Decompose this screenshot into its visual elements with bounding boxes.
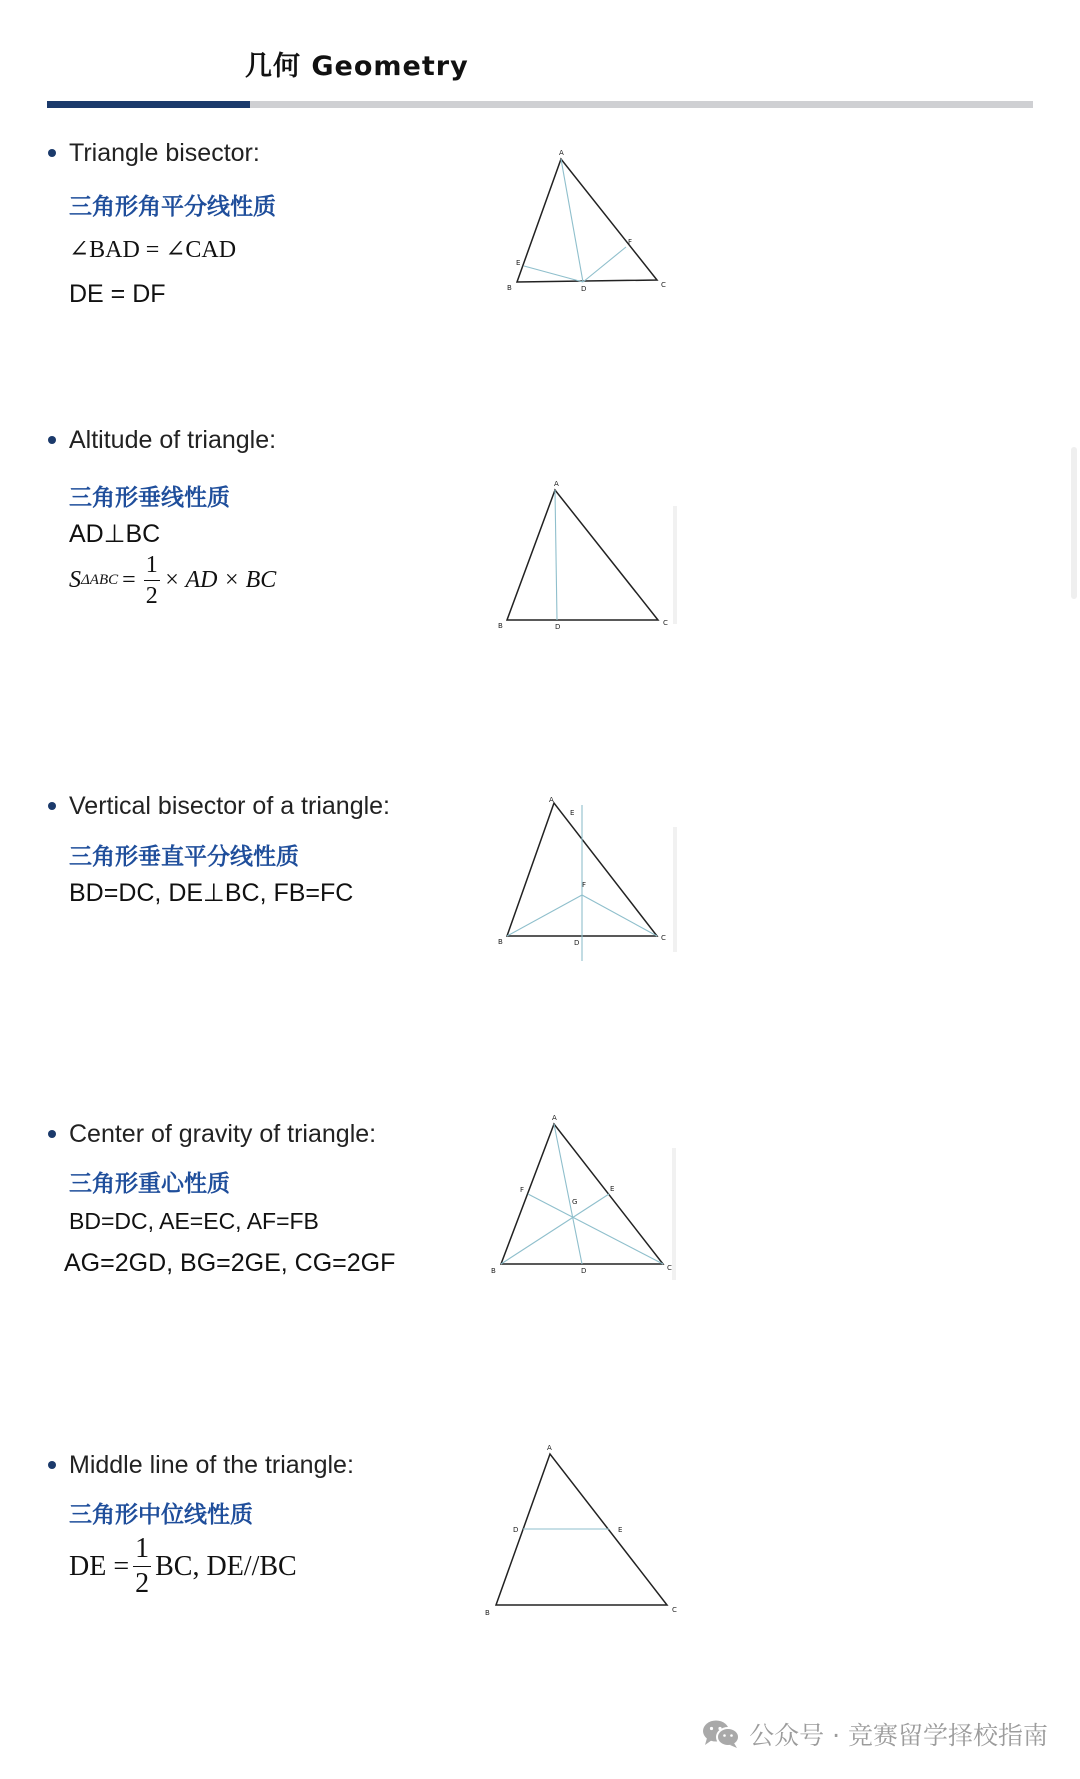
bullet: [48, 436, 56, 444]
altitude-ad: [555, 490, 557, 620]
formula-perpendicular: AD⊥BC: [69, 520, 161, 548]
label-d: D: [581, 285, 587, 293]
label-c: C: [663, 619, 668, 627]
diagram-midline: [484, 1440, 684, 1620]
label-f: F: [628, 238, 633, 246]
bullet: [48, 1130, 56, 1138]
formula-angle: ∠BAD = ∠CAD: [69, 237, 237, 263]
triangle-abc: [517, 159, 657, 282]
page-title: 几何 Geometry: [245, 51, 469, 82]
triangle-abc: [507, 490, 658, 620]
formula-midline: [69, 1535, 297, 1598]
diagram-centroid: [490, 1110, 680, 1290]
median-be: [501, 1194, 609, 1264]
label-b: B: [507, 284, 512, 292]
median-ad: [554, 1124, 582, 1264]
scan-shade: [673, 506, 677, 624]
bullet: [48, 149, 56, 157]
area-symbol: S: [69, 567, 81, 593]
title-divider-accent: [47, 101, 250, 108]
label-d: D: [574, 939, 580, 947]
section-heading: Vertical bisector of a triangle:: [69, 792, 390, 820]
diagram-angle-bisector: [500, 145, 680, 295]
label-c: C: [661, 934, 666, 942]
label-g: G: [572, 1198, 578, 1206]
diagram-perpendicular-bisector: [495, 795, 680, 965]
triangle-abc: [501, 1124, 663, 1264]
label-f: F: [520, 1186, 525, 1194]
section-subtitle-cn: 三角形垂线性质: [69, 485, 230, 511]
segment-fb: [507, 895, 582, 936]
fraction-half: [133, 1535, 151, 1598]
bullet: [48, 802, 56, 810]
label-c: C: [672, 1606, 677, 1614]
label-e: E: [610, 1185, 615, 1193]
fraction-half: [144, 553, 160, 608]
footer-watermark: [701, 1716, 1048, 1752]
median-cf: [528, 1194, 663, 1264]
section-subtitle-cn: 三角形重心性质: [69, 1171, 230, 1197]
segment-fc: [582, 895, 657, 936]
fraction-denominator: 2: [135, 1568, 150, 1599]
label-b: B: [491, 1267, 496, 1275]
footer-text: 公众号 · 竞赛留学择校指南: [749, 1721, 1048, 1750]
formula-midpoints: BD=DC, AE=EC, AF=FB: [69, 1208, 319, 1234]
section-subtitle-cn: 三角形中位线性质: [69, 1502, 253, 1528]
label-c: C: [661, 281, 666, 289]
scan-shade: [672, 1148, 676, 1280]
label-b: B: [498, 938, 503, 946]
label-d: D: [513, 1526, 519, 1534]
bisector-ad: [561, 159, 583, 282]
formula-bisector: BD=DC, DE⊥BC, FB=FC: [69, 879, 354, 907]
formula-distance: DE = DF: [69, 280, 166, 308]
section-subtitle-cn: 三角形角平分线性质: [69, 194, 276, 220]
perpendicular-de: [524, 266, 583, 282]
label-e: E: [516, 259, 521, 267]
label-a: A: [552, 1114, 557, 1122]
midline-rhs: BC, DE//BC: [155, 1550, 297, 1582]
formula-area: S ΔABC = $\frac{1}{2}$ × AD × BC: [69, 552, 277, 609]
label-b: B: [498, 622, 503, 630]
scroll-indicator: [1071, 447, 1077, 599]
section-heading: Triangle bisector:: [69, 139, 260, 167]
area-rest: × AD × BC: [163, 567, 277, 593]
label-a: A: [554, 480, 559, 488]
label-d: D: [555, 623, 561, 631]
section-subtitle-cn: 三角形垂直平分线性质: [69, 844, 299, 870]
label-b: B: [485, 1609, 490, 1617]
label-a: A: [559, 149, 564, 157]
title-divider: [47, 101, 1033, 108]
perpendicular-df: [583, 247, 626, 282]
scan-shade: [673, 827, 677, 952]
label-e: E: [618, 1526, 623, 1534]
wechat-icon: [701, 1718, 741, 1750]
fraction-numerator: 1: [144, 553, 160, 581]
fraction-denominator: 2: [145, 583, 158, 609]
label-e: E: [570, 809, 575, 817]
label-a: A: [549, 796, 554, 804]
diagram-altitude: [495, 478, 680, 643]
label-f: F: [582, 881, 587, 889]
label-a: A: [547, 1444, 552, 1452]
formula-centroid-ratio: AG=2GD, BG=2GE, CG=2GF: [64, 1249, 396, 1277]
bullet: [48, 1461, 56, 1469]
midline-lhs: DE =: [69, 1550, 130, 1582]
label-d: D: [581, 1267, 587, 1275]
fraction-numerator: 1: [133, 1535, 151, 1567]
section-heading: Center of gravity of triangle:: [69, 1120, 377, 1148]
area-subscript: ΔABC: [81, 572, 119, 588]
label-c: C: [667, 1264, 672, 1272]
section-heading: Middle line of the triangle:: [69, 1451, 354, 1479]
section-heading: Altitude of triangle:: [69, 426, 277, 454]
